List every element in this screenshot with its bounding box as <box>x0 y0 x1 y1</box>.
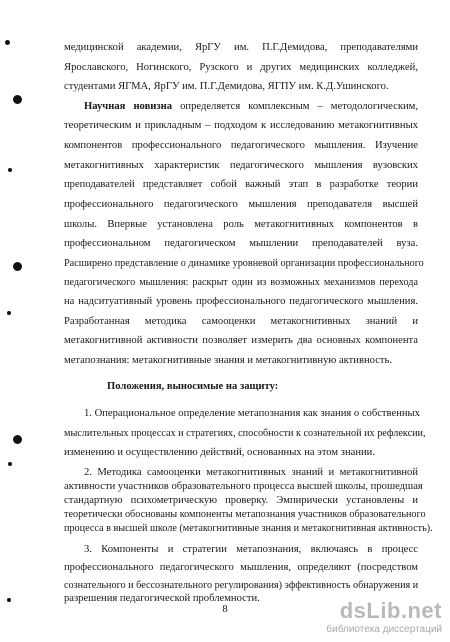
paragraph-line: Разработанная методика самооценки метакогнитивных знаний и <box>64 316 418 327</box>
paragraph-line: на надситуативный уровень профессионального педагогического мышления. <box>64 296 418 307</box>
scan-dot <box>7 598 11 602</box>
position-1-line: мыслительных процессах и стратегиях, способности к сознательной их рефлексии, <box>64 428 426 439</box>
paragraph-line: профессиональном педагогическом мышлении преподавателей вуза. <box>64 238 418 249</box>
position-1-line: 1. Операциональное определение метапознания как знания о собственных <box>84 408 420 419</box>
watermark-logo: dsLib.net <box>339 598 442 623</box>
page-number: 8 <box>222 604 228 615</box>
position-3-line: профессионального педагогического мышления, определяют (посредством <box>64 562 418 573</box>
position-3-line: сознательного и бессознательного регулирования) эффективность обнаружения и <box>64 580 419 591</box>
watermark-subtitle: библиотека диссертаций <box>326 624 442 635</box>
paragraph-line: метакогнитивных характеристик педагогического мышления вузовских <box>64 160 418 171</box>
position-1-line: изменению и осуществлению действий, основанных на этом знании. <box>64 447 375 458</box>
position-2-line: процесса в высшей школе (метакогнитивные знания и метакогнитивная активность). <box>64 523 433 534</box>
novelty-label: Научная новизна <box>84 101 173 112</box>
scan-dot <box>13 262 22 271</box>
paragraph-line: Расширено представление о динамике уровневой организации профессионального <box>64 258 424 269</box>
scan-dot <box>8 168 12 172</box>
paragraph-line: метакогнитивной активности позволяет измерить два основных компонента <box>64 335 418 346</box>
positions-heading: Положения, выносимые на защиту: <box>107 381 279 392</box>
position-2-line: стандартную психометрическую проверку. Эмпирически установлены и <box>64 495 418 506</box>
paragraph-line: компонентов профессионального педагогического мышления. Изучение <box>64 140 418 151</box>
scan-dot <box>13 435 22 444</box>
scan-dot <box>13 95 22 104</box>
scan-dot <box>8 462 12 466</box>
position-2-line: 2. Методика самооценки метакогнитивных знаний и метакогнитивной <box>84 467 418 478</box>
scan-dot <box>7 311 11 315</box>
position-3-line: 3. Компоненты и стратегии метапознания, включаясь в процесс <box>84 544 418 555</box>
paragraph-line: теоретическим и прикладным – подходом к исследованию метакогнитивных <box>64 120 418 131</box>
novelty-first-rest: определяется комплексным – методологическим, <box>180 101 418 112</box>
paragraph-line: Ярославского, Ногинского, Рузского и других медицинских колледжей, <box>64 62 418 73</box>
paragraph-line: студентами ЯГМА, ЯрГУ им. П.Г.Демидова, ЯГПУ им. К.Д.Ушинского. <box>64 81 389 92</box>
paragraph-line: педагогического мышления: раскрыт один из возможных механизмов перехода <box>64 277 418 288</box>
scan-dot <box>5 40 10 45</box>
novelty-first-line <box>84 100 418 113</box>
paragraph-line: преподавателей представляет собой важный этап в разработке теории <box>64 179 418 190</box>
position-2-line: теоретически обоснованы компоненты метапознания участников образовательного <box>64 509 426 520</box>
paragraph-line: метапознания: метакогнитивные знания и метакогнитивную активность. <box>64 355 393 366</box>
paragraph-line: профессионального педагогического мышления преподавателя высшей <box>64 199 418 210</box>
paragraph-line: медицинской академии, ЯрГУ им. П.Г.Демидова, преподавателями <box>64 42 418 53</box>
paragraph-line: школы. Впервые установлена роль метакогнитивных компонентов в <box>64 219 418 230</box>
position-2-line: активности участников образовательного процесса высшей школы, прошедшая <box>64 481 423 492</box>
position-3-line: разрешения педагогической проблемности. <box>64 593 260 604</box>
